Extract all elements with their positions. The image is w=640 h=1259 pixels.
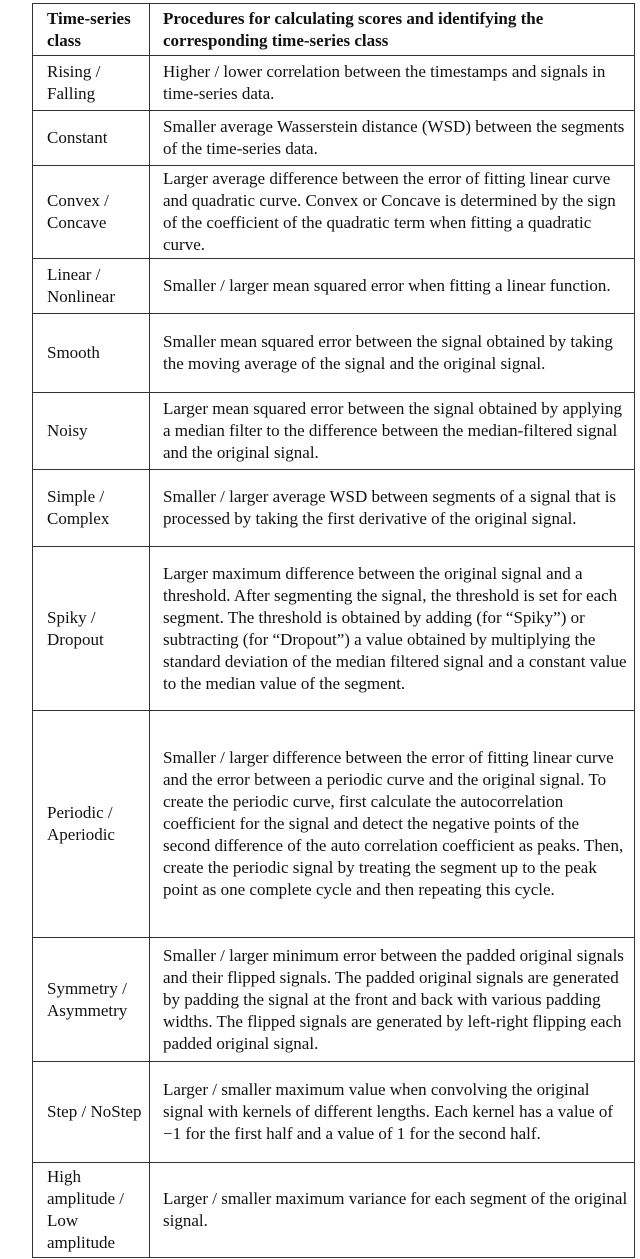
procedure-cell: Smaller / larger average WSD between segments of a signal that is processed by taking the first derivative of the original signal. xyxy=(150,470,635,547)
table-row xyxy=(33,259,635,314)
procedure-cell: Higher / lower correlation between the timestamps and signals in time-series data. xyxy=(150,56,635,111)
time-series-class-cell: High amplitude / Low amplitude xyxy=(33,1163,150,1258)
procedure-cell: Smaller / larger difference between the error of fitting linear curve and the error between a periodic curve and the original signal. To create the periodic curve, first calculate the autocorrelation coefficient for the signal and detect the negative points of the second difference of the auto correlation coefficient as peaks. Then, create the periodic signal by treating the segment up to the peak point as one complete cycle and then repeating this cycle. xyxy=(150,711,635,938)
time-series-class-cell: Convex / Concave xyxy=(33,166,150,259)
procedure-cell: Larger / smaller maximum value when convolving the original signal with kernels of different lengths. Each kernel has a value of −1 for the first half and a value of 1 for the second half. xyxy=(150,1062,635,1163)
time-series-class-cell: Constant xyxy=(33,111,150,166)
table-row xyxy=(33,711,635,938)
table-row xyxy=(33,1062,635,1163)
table-row xyxy=(33,938,635,1062)
time-series-class-cell: Simple / Complex xyxy=(33,470,150,547)
procedure-cell: Smaller average Wasserstein distance (WSD) between the segments of the time-series data. xyxy=(150,111,635,166)
time-series-class-cell: Step / NoStep xyxy=(33,1062,150,1163)
procedure-cell: Larger mean squared error between the signal obtained by applying a median filter to the difference between the median-filtered signal and the original signal. xyxy=(150,393,635,470)
time-series-class-cell: Periodic / Aperiodic xyxy=(33,711,150,938)
time-series-class-cell: Smooth xyxy=(33,314,150,393)
time-series-class-cell: Symmetry / Asymmetry xyxy=(33,938,150,1062)
table-row xyxy=(33,393,635,470)
time-series-class-cell: Spiky / Dropout xyxy=(33,547,150,711)
time-series-class-cell: Noisy xyxy=(33,393,150,470)
procedure-cell: Smaller / larger mean squared error when fitting a linear function. xyxy=(150,259,635,314)
table-row xyxy=(33,547,635,711)
time-series-class-cell: Rising / Falling xyxy=(33,56,150,111)
table-row xyxy=(33,314,635,393)
table-row xyxy=(33,470,635,547)
table-row xyxy=(33,166,635,259)
table-row xyxy=(33,56,635,111)
procedure-cell: Smaller / larger minimum error between the padded original signals and their flipped signals. The padded original signals are generated by padding the signal at the front and back with various padding widths. The flipped signals are generated by left-right flipping each padded original signal. xyxy=(150,938,635,1062)
header-procedures: Procedures for calculating scores and identifying the corresponding time-series class xyxy=(150,4,635,56)
table-header-row xyxy=(33,4,635,56)
header-time-series-class: Time-series class xyxy=(33,4,150,56)
time-series-class-cell: Linear / Nonlinear xyxy=(33,259,150,314)
procedure-cell: Larger / smaller maximum variance for each segment of the original signal. xyxy=(150,1163,635,1258)
table-row xyxy=(33,111,635,166)
procedure-cell: Larger average difference between the error of fitting linear curve and quadratic curve. Convex or Concave is determined by the sign of the coefficient of the quadratic term when fitting a quadratic curve. xyxy=(150,166,635,259)
time-series-class-table xyxy=(32,3,635,1258)
procedure-cell: Smaller mean squared error between the signal obtained by taking the moving average of the signal and the original signal. xyxy=(150,314,635,393)
procedure-cell: Larger maximum difference between the original signal and a threshold. After segmenting the signal, the threshold is set for each segment. The threshold is obtained by adding (for “Spiky”) or subtracting (for “Dropout”) a value obtained by multiplying the standard deviation of the median filtered signal and a constant value to the median value of the segment. xyxy=(150,547,635,711)
table-row xyxy=(33,1163,635,1258)
